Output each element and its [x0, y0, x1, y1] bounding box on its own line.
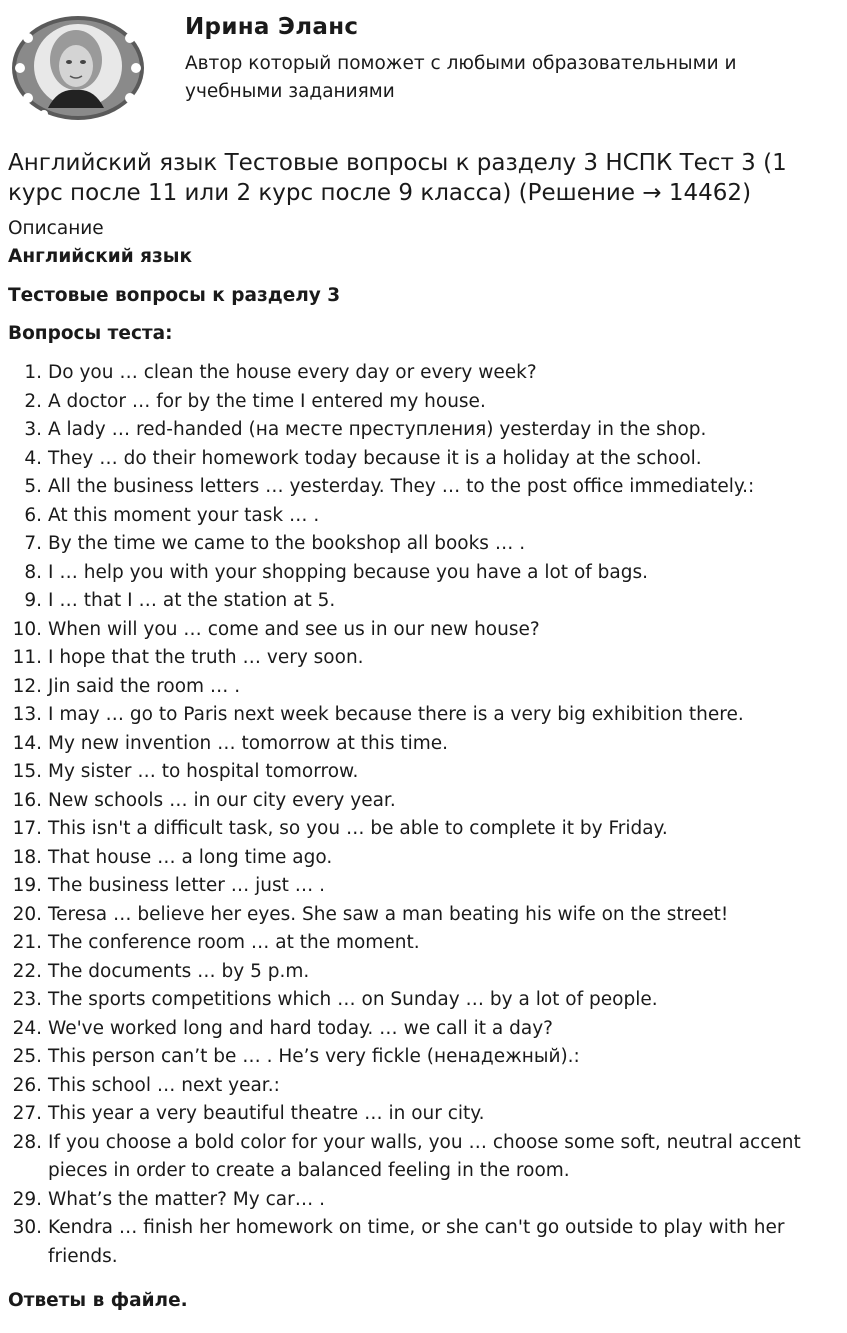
question-number: 12. [12, 675, 42, 697]
question-item [0, 1015, 830, 1044]
question-number: 4. [24, 447, 42, 469]
question-item [0, 616, 830, 645]
question-number: 7. [24, 533, 42, 554]
question-text: All the business letters … yesterday. They … to the post office immediately.: [48, 476, 755, 497]
question-number: 30. [12, 1217, 42, 1238]
question-text: This isn't a difficult task, so you … be able to complete it by Friday. [48, 818, 668, 839]
subject-title: Английский язык [8, 246, 193, 267]
question-item [0, 701, 830, 730]
question-text: What’s the matter? My car… . [48, 1188, 325, 1210]
author-description: Автор который поможет с любыми образовательными и учебными заданиями [185, 53, 737, 102]
question-number: 20. [12, 903, 42, 925]
description-label: Описание [8, 218, 104, 239]
question-item [0, 530, 830, 559]
author-name: Ирина Эланс [185, 14, 359, 40]
question-number: 9. [24, 590, 42, 611]
question-number: 5. [24, 476, 42, 497]
question-text: By the time we came to the bookshop all books … . [48, 533, 526, 554]
question-number: 27. [12, 1103, 42, 1124]
question-item [0, 815, 830, 844]
question-number: 28. [12, 1131, 42, 1153]
question-number: 23. [12, 989, 42, 1010]
question-text: They … do their homework today because it is a holiday at the school. [48, 447, 702, 469]
question-item [0, 359, 830, 388]
question-number: 8. [24, 561, 42, 583]
question-item [0, 388, 830, 417]
question-number: 24. [12, 1017, 42, 1039]
question-item [0, 872, 830, 901]
question-text: Jin said the room … . [48, 675, 241, 697]
question-item [0, 1186, 830, 1215]
question-item [0, 1129, 830, 1186]
question-text: The business letter … just … . [48, 875, 325, 896]
question-item [0, 1100, 830, 1129]
question-item [0, 929, 830, 958]
question-number: 1. [24, 362, 42, 383]
author-avatar [8, 8, 150, 126]
author-card [8, 8, 838, 126]
question-number: 14. [12, 732, 42, 754]
question-text: At this moment your task … . [48, 504, 320, 526]
question-number: 11. [12, 647, 42, 668]
question-number: 3. [24, 419, 42, 440]
question-number: 10. [12, 618, 42, 640]
question-item [0, 1043, 830, 1072]
question-text: Teresa … believe her eyes. She saw a man beating his wife on the street! [48, 903, 729, 925]
question-text: A lady … red-handed (на месте преступления) yesterday in the shop. [48, 419, 707, 440]
question-number: 15. [12, 761, 42, 782]
question-number: 6. [24, 504, 42, 526]
section-heading: Тестовые вопросы к разделу 3 [8, 285, 341, 306]
question-number: 2. [24, 390, 42, 412]
question-item [0, 559, 830, 588]
question-item [0, 901, 830, 930]
question-text: I may … go to Paris next week because there is a very big exhibition there. [48, 704, 744, 725]
question-number: 25. [12, 1046, 42, 1067]
question-number: 19. [12, 875, 42, 896]
question-text: That house … a long time ago. [48, 846, 333, 868]
question-text: If you choose a bold color for your walls, you … choose some soft, neutral accent pieces in order to create a balanced feeling in the room. [48, 1131, 801, 1181]
question-number: 22. [12, 960, 42, 982]
question-item [0, 758, 830, 787]
question-number: 29. [12, 1188, 42, 1210]
question-number: 26. [12, 1074, 42, 1096]
question-text: I … that I … at the station at 5. [48, 590, 336, 611]
question-text: New schools … in our city every year. [48, 789, 396, 811]
question-text: This person can’t be … . He’s very fickle (ненадежный).: [48, 1046, 580, 1067]
question-item [0, 502, 830, 531]
question-text: Do you … clean the house every day or every week? [48, 362, 537, 383]
question-item [0, 1214, 830, 1271]
question-text: A doctor … for by the time I entered my house. [48, 390, 486, 412]
question-item [0, 445, 830, 474]
answers-note: Ответы в файле. [8, 1290, 188, 1311]
question-number: 13. [12, 704, 42, 725]
question-number: 16. [12, 789, 42, 811]
question-item [0, 473, 830, 502]
question-item [0, 787, 830, 816]
question-text: I … help you with your shopping because you have a lot of bags. [48, 561, 648, 583]
question-text: The sports competitions which … on Sunday … by a lot of people. [48, 989, 658, 1010]
question-item [0, 986, 830, 1015]
question-item [0, 844, 830, 873]
question-list [0, 359, 830, 1271]
question-text: The conference room … at the moment. [48, 932, 420, 953]
question-text: My sister … to hospital tomorrow. [48, 761, 359, 782]
question-text: I hope that the truth … very soon. [48, 647, 364, 668]
question-item [0, 730, 830, 759]
question-text: The documents … by 5 p.m. [48, 960, 310, 982]
question-text: This year a very beautiful theatre … in our city. [48, 1103, 485, 1124]
question-item [0, 644, 830, 673]
question-number: 17. [12, 818, 42, 839]
question-text: Kendra … finish her homework on time, or she can't go outside to play with her friends. [48, 1217, 785, 1267]
question-item [0, 587, 830, 616]
question-text: We've worked long and hard today. … we call it a day? [48, 1017, 553, 1039]
question-item [0, 673, 830, 702]
question-item [0, 958, 830, 987]
question-text: My new invention … tomorrow at this time. [48, 732, 449, 754]
page-title: Английский язык Тестовые вопросы к разделу 3 НСПК Тест 3 (1 курс после 11 или 2 курс после 9 класса) (Решение → 14462) [8, 150, 787, 206]
question-item [0, 1072, 830, 1101]
questions-heading: Вопросы теста: [8, 323, 173, 344]
question-text: When will you … come and see us in our new house? [48, 618, 540, 640]
question-item [0, 416, 830, 445]
question-text: This school … next year.: [48, 1074, 280, 1096]
question-number: 21. [12, 932, 42, 953]
question-number: 18. [12, 846, 42, 868]
